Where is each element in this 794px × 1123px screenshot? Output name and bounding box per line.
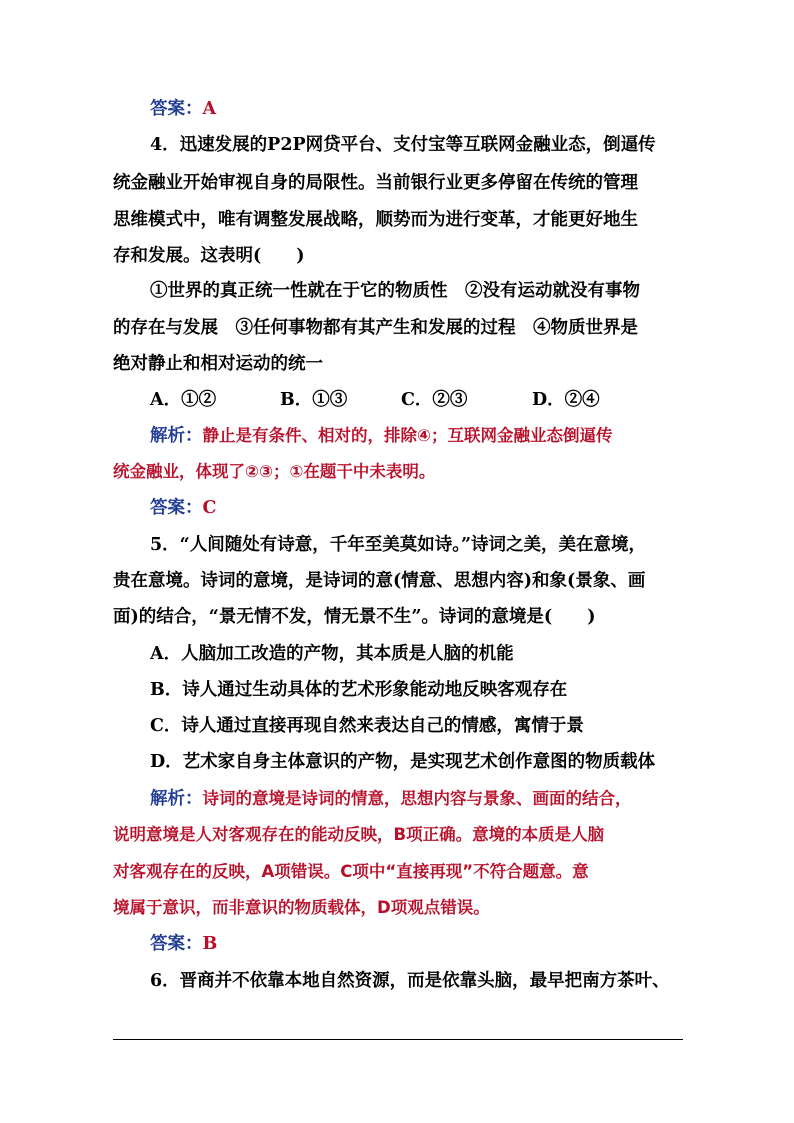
q6-stem-line-1: 6．晋商并不依靠本地自然资源，而是依靠头脑，最早把南方茶叶、 <box>150 971 670 991</box>
q4-statement-line-2: 的存在与发展 ③任何事物都有其产生和发展的过程 ④物质世界是 <box>113 318 638 338</box>
q4-stem-line-2: 统金融业开始审视自身的局限性。当前银行业更多停留在传统的管理 <box>113 173 638 193</box>
answer-q3 <box>150 97 720 121</box>
q5-analysis-line-1 <box>150 787 683 811</box>
q4-option-c: C．②③ <box>401 390 468 410</box>
q4-statement-line-3: 绝对静止和相对运动的统一 <box>113 354 323 374</box>
answer-value: A <box>202 99 217 119</box>
analysis-label: 解析： <box>150 789 203 809</box>
answer-value: B <box>202 934 218 954</box>
q4-analysis-line-1 <box>150 424 683 448</box>
q5-analysis-line-4: 境属于意识，而非意识的物质载体，D项观点错误。 <box>113 898 490 917</box>
q5-analysis-line-3: 对客观存在的反映，A项错误。C项中“直接再现”不符合题意。意 <box>113 862 589 881</box>
footer-divider <box>113 1039 683 1040</box>
answer-q4 <box>150 496 720 520</box>
analysis-label: 解析： <box>150 426 203 446</box>
q5-option-d: D．艺术家自身主体意识的产物，是实现艺术创作意图的物质载体 <box>150 752 656 772</box>
answer-value: C <box>202 498 217 518</box>
q4-option-b: B．①③ <box>280 390 348 410</box>
q4-option-d: D．②④ <box>532 390 600 410</box>
q4-stem-line-3: 思维模式中，唯有调整发展战略，顺势而为进行变革，才能更好地生 <box>113 210 638 230</box>
q5-stem-line-1: 5．“人间随处有诗意，千年至美莫如诗。”诗词之美，美在意境， <box>150 535 647 555</box>
q4-stem-line-4: 存和发展。这表明( ) <box>113 246 305 266</box>
analysis-text: 诗词的意境是诗词的情意，思想内容与景象、画面的结合， <box>202 789 632 808</box>
q4-analysis-line-2: 统金融业，体现了②③；①在题干中未表明。 <box>113 462 436 481</box>
answer-q5 <box>150 932 720 956</box>
q4-statement-line-1: ①世界的真正统一性就在于它的物质性 ②没有运动就没有事物 <box>150 281 640 301</box>
q5-option-a: A．人脑加工改造的产物，其本质是人脑的机能 <box>150 644 514 664</box>
answer-label: 答案： <box>150 934 203 954</box>
q5-analysis-line-2: 说明意境是人对客观存在的能动反映，B项正确。意境的本质是人脑 <box>113 825 605 844</box>
analysis-text: 静止是有条件、相对的，排除④；互联网金融业态倒逼传 <box>202 426 613 445</box>
q5-option-c: C．诗人通过直接再现自然来表达自己的情感，寓情于景 <box>150 716 584 736</box>
q5-stem-line-2: 贵在意境。诗词的意境，是诗词的意(情意、思想内容)和象(景象、画 <box>113 571 646 591</box>
q4-stem-line-1: 4．迅速发展的P2P网贷平台、支付宝等互联网金融业态，倒逼传 <box>150 135 656 155</box>
q4-option-a: A．①② <box>150 390 217 410</box>
q5-stem-line-3: 面)的结合，“景无情不发，情无景不生”。诗词的意境是( ) <box>113 607 596 627</box>
answer-label: 答案： <box>150 498 203 518</box>
q5-option-b: B．诗人通过生动具体的艺术形象能动地反映客观存在 <box>150 680 568 700</box>
answer-label: 答案： <box>150 99 203 119</box>
